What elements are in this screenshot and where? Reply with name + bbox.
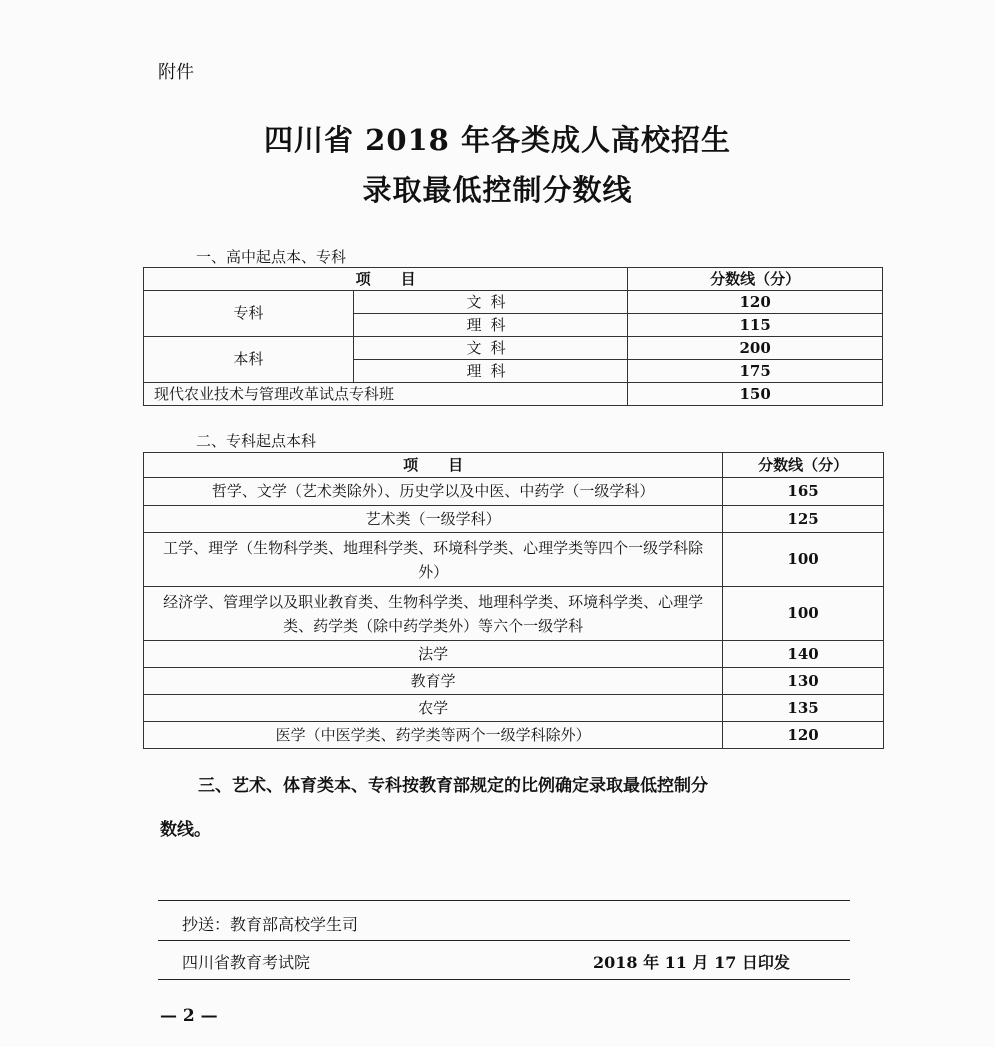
score-value: 165 [723, 478, 884, 506]
special-class-label: 现代农业技术与管理改革试点专科班 [144, 383, 628, 406]
issuer-name: 四川省教育考试院 [182, 953, 311, 972]
table-header-score: 分数线（分） [723, 453, 884, 478]
section2-table [143, 452, 884, 749]
score-value: 175 [628, 360, 883, 383]
section2-heading: 二、专科起点本科 [196, 432, 317, 450]
subject-label: 哲学、文学（艺术类除外）、历史学以及中医、中药学（一级学科） [144, 478, 723, 506]
score-value: 200 [628, 337, 883, 360]
subject-label: 教育学 [144, 668, 723, 695]
subject-label: 法学 [144, 641, 723, 668]
table-header-item: 项 目 [144, 453, 723, 478]
score-value: 135 [723, 695, 884, 722]
issue-date: 2018 年 11 月 17 日印发 [593, 953, 790, 972]
score-value: 100 [723, 587, 884, 641]
subject-label: 艺术类（一级学科） [144, 506, 723, 533]
subject-label: 理科 [353, 314, 628, 337]
score-value: 120 [628, 291, 883, 314]
document-title-line2: 录取最低控制分数线 [362, 173, 633, 207]
subject-label: 文科 [353, 337, 628, 360]
footer-divider-bottom [158, 979, 850, 980]
subject-label: 工学、理学（生物科学类、地理科学类、环境科学类、心理学类等四个一级学科除外） [144, 533, 723, 587]
group-label: 本科 [144, 337, 354, 383]
score-value: 130 [723, 668, 884, 695]
score-value: 140 [723, 641, 884, 668]
score-value: 100 [723, 533, 884, 587]
score-value: 125 [723, 506, 884, 533]
group-label: 专科 [144, 291, 354, 337]
subject-label: 理科 [353, 360, 628, 383]
subject-label: 医学（中医学类、药学类等两个一级学科除外） [144, 722, 723, 749]
cc-line: 抄送：教育部高校学生司 [182, 915, 359, 934]
score-value: 120 [723, 722, 884, 749]
subject-label: 文科 [353, 291, 628, 314]
score-value: 115 [628, 314, 883, 337]
attachment-label: 附件 [158, 62, 194, 83]
page-number: — 2 — [160, 1006, 218, 1026]
footer-divider-top [158, 900, 850, 901]
section1-heading: 一、高中起点本、专科 [196, 248, 347, 266]
subject-label: 经济学、管理学以及职业教育类、生物科学类、地理科学类、环境科学类、心理学类、药学类（除中药学类外）等六个一级学科 [144, 587, 723, 641]
section3-line1: 三、艺术、体育类本、专科按教育部规定的比例确定录取最低控制分 [198, 776, 708, 796]
document-title-line1: 四川省 2018 年各类成人高校招生 [264, 123, 731, 157]
section3-paragraph [160, 764, 860, 852]
section3-line2: 数线。 [160, 820, 211, 840]
table-header-score: 分数线（分） [628, 268, 883, 291]
table-header-item: 项 目 [144, 268, 628, 291]
score-value: 150 [628, 383, 883, 406]
subject-label: 农学 [144, 695, 723, 722]
footer-divider-middle [158, 940, 850, 941]
section1-table [143, 267, 883, 406]
